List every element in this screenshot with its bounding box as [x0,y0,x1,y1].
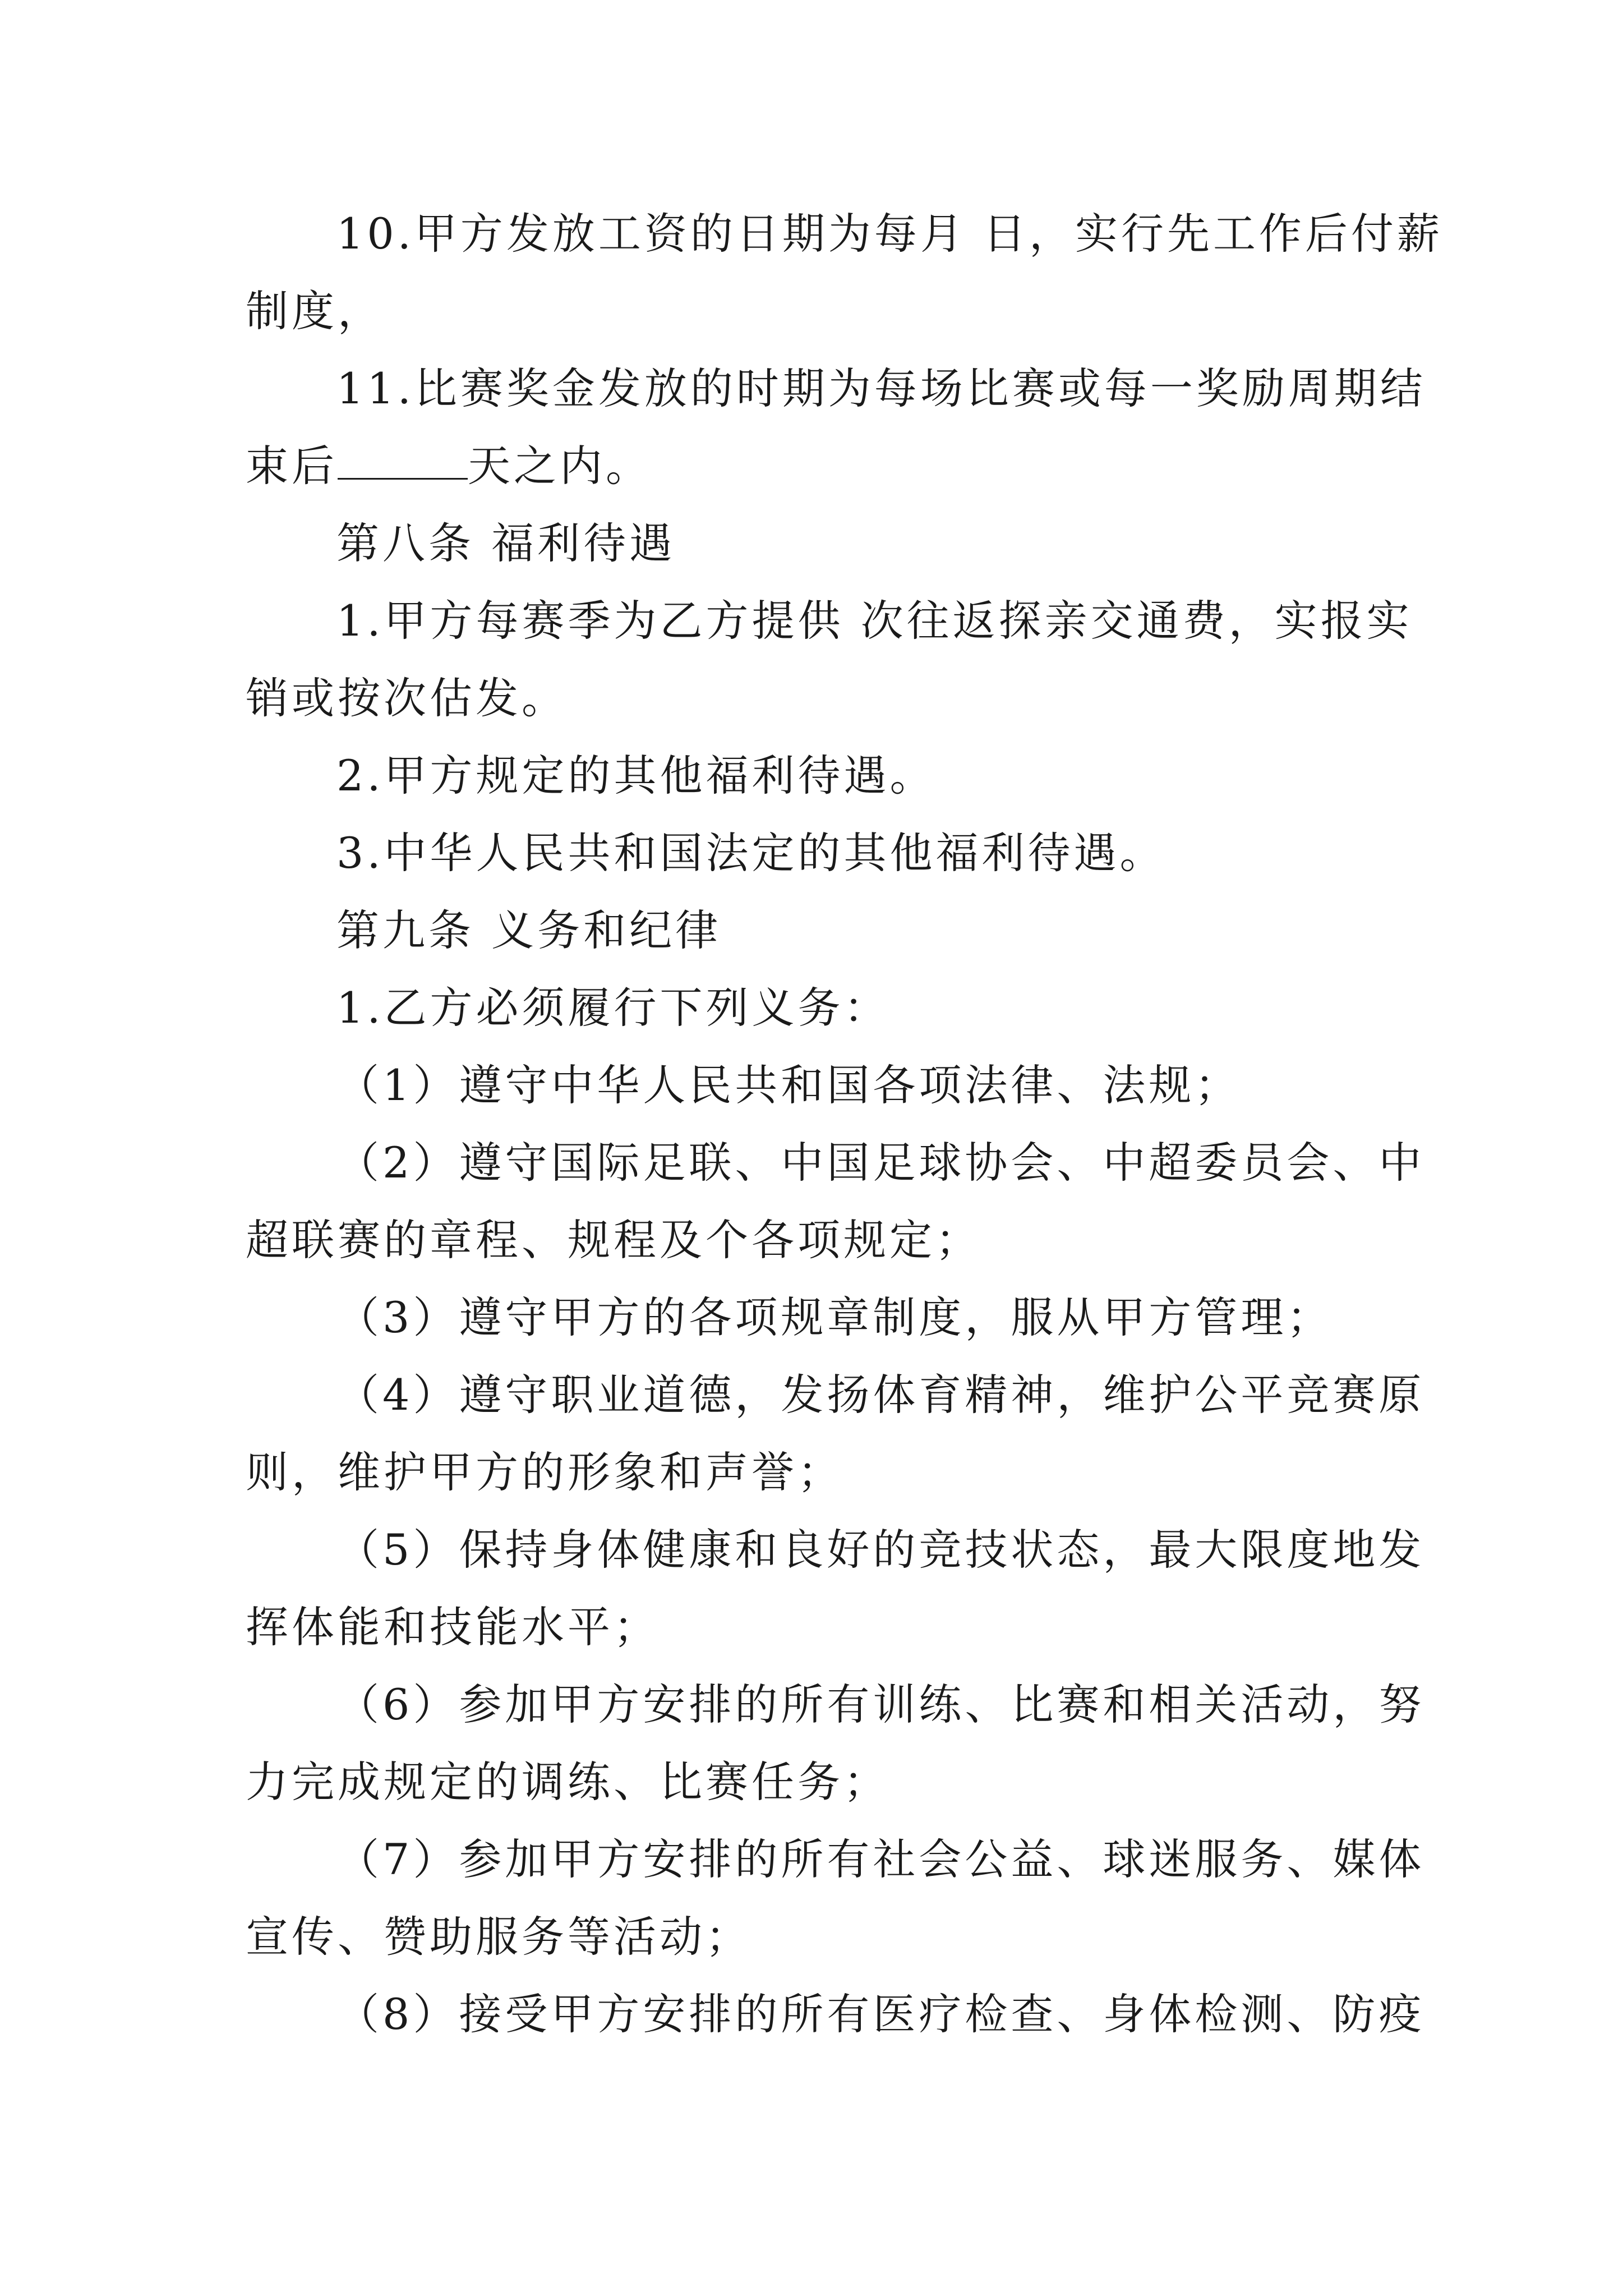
line-text: （3）遵守甲方的各项规章制度，服从甲方管理； [336,1292,1333,1342]
document-body [246,209,1444,2072]
paragraph-line [246,1447,1376,1497]
paragraph-line [246,596,1413,646]
line-text: 销或按次估发。 [246,673,568,723]
fill-in-blank [338,447,468,480]
line-text: （4）遵守职业道德，发扬体育精神，维护公平竞赛原 [336,1370,1425,1420]
line-text: 天之内。 [468,441,652,491]
line-text: 2.甲方规定的其他福利待遇。 [336,751,936,800]
list-item [246,1292,1376,1342]
paragraph-line [246,1602,1376,1652]
line-text: 力完成规定的调练、比赛任务； [246,1757,889,1807]
section-heading [246,518,1376,568]
list-item [246,1525,1425,1575]
paragraph-line [246,286,1376,336]
line-text: 11.比赛奖金发放的时期为每场比赛或每一奖励周期结 [336,364,1426,413]
paragraph-line [246,209,1444,259]
line-text: 制度， [246,286,384,336]
line-text: 则，维护甲方的形象和声誉； [246,1447,843,1497]
paragraph-line [246,828,1376,878]
line-text: （7）参加甲方安排的所有社会公益、球迷服务、媒体 [336,1834,1425,1884]
paragraph-line [246,1215,1376,1265]
line-text: （2）遵守国际足联、中国足球协会、中超委员会、中 [336,1138,1425,1188]
line-text: （1）遵守中华人民共和国各项法律、法规； [336,1060,1241,1110]
list-item [246,1060,1376,1110]
line-text: 1.甲方每赛季为乙方提供 次往返探亲交通费，实报实 [336,596,1413,646]
line-text: 3.中华人民共和国法定的其他福利待遇。 [336,828,1166,878]
line-text: （5）保持身体健康和良好的竞技状态，最大限度地发 [336,1525,1425,1575]
line-text: （6）参加甲方安排的所有训练、比赛和相关活动，努 [336,1680,1425,1729]
line-text: 第九条 义务和纪律 [336,905,722,955]
line-text: 第八条 福利待遇 [336,518,676,568]
paragraph-line [246,1757,1376,1807]
paragraph-line [246,983,1376,1033]
paragraph-line [246,441,1376,491]
line-text: 宣传、赞助服务等活动； [246,1912,751,1962]
paragraph-line [246,751,1376,800]
line-text: 超联赛的章程、规程及个各项规定； [246,1215,981,1265]
line-text: 1.乙方必须履行下列义务： [336,983,890,1033]
section-heading [246,905,1376,955]
paragraph-line [246,1912,1376,1962]
list-item [246,1680,1425,1729]
paragraph-line [246,364,1426,413]
line-text: 挥体能和技能水平； [246,1602,660,1652]
list-item [246,1989,1425,2039]
list-item [246,1138,1425,1188]
line-text: 束后 [246,441,338,491]
list-item [246,1370,1425,1420]
line-text: 10.甲方发放工资的日期为每月 日，实行先工作后付薪 [336,209,1444,259]
list-item [246,1834,1425,1884]
line-text: （8）接受甲方安排的所有医疗检查、身体检测、防疫 [336,1989,1425,2039]
paragraph-line [246,673,1376,723]
